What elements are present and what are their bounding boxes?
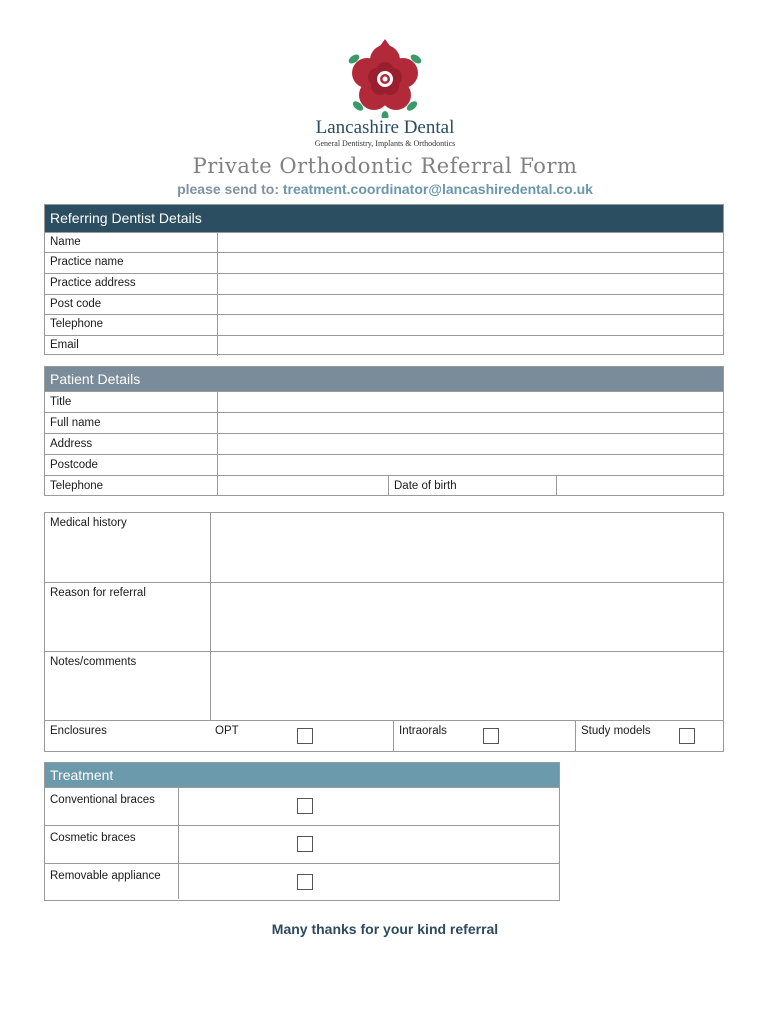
clinical-input-medical-history[interactable] (210, 513, 723, 582)
treatment-section (44, 762, 560, 901)
treatment-label-conventional-braces: Conventional braces (50, 794, 155, 806)
clinical-label-reason-for-referral: Reason for referral (50, 587, 146, 599)
enclosure-checkbox-opt[interactable] (297, 728, 313, 744)
referring-label-name: Name (50, 236, 81, 248)
clinical-label-notes-comments: Notes/comments (50, 656, 137, 668)
referring-row-post-code (45, 294, 723, 315)
clinical-input-notes-comments[interactable] (210, 652, 723, 720)
treatment-row-removable-appliance (45, 863, 559, 899)
enclosure-checkbox-study-models[interactable] (679, 728, 695, 744)
patient-input-full-name[interactable] (217, 413, 723, 433)
treatment-row-conventional-braces (45, 787, 559, 825)
patient-row-full-name (45, 412, 723, 433)
brand-tagline: General Dentistry, Implants & Orthodontics (314, 139, 456, 148)
referring-row-name (45, 232, 723, 252)
patient-row-postcode (45, 454, 723, 475)
patient-input-telephone[interactable] (217, 476, 388, 496)
referring-input-email[interactable] (217, 336, 723, 356)
referring-label-practice-address: Practice address (50, 276, 136, 289)
referring-input-name[interactable] (217, 233, 723, 252)
referring-input-practice-address[interactable] (217, 274, 723, 294)
referring-input-telephone[interactable] (217, 315, 723, 335)
referring-label-email: Email (50, 339, 79, 352)
send-to-prefix: please send to: (177, 181, 279, 197)
referring-label-practice-name: Practice name (50, 256, 124, 268)
referring-row-practice-name (45, 252, 723, 273)
patient-details-section (44, 366, 724, 496)
enclosure-study-models (575, 721, 723, 752)
referring-dentist-header: Referring Dentist Details (45, 205, 723, 232)
enclosure-opt (210, 721, 393, 752)
treatment-label-cosmetic-braces: Cosmetic braces (50, 832, 136, 844)
treatment-checkbox-removable-appliance[interactable] (297, 874, 313, 890)
send-to-email[interactable]: treatment.coordinator@lancashiredental.co.uk (282, 181, 593, 197)
treatment-cell-cosmetic-braces (178, 826, 559, 863)
thanks-message: Many thanks for your kind referral (271, 921, 499, 937)
brand-name: Lancashire Dental (315, 117, 455, 138)
clinical-input-reason-for-referral[interactable] (210, 583, 723, 651)
referring-row-practice-address (45, 273, 723, 294)
referring-row-email (45, 335, 723, 356)
patient-input-title[interactable] (217, 392, 723, 412)
referring-label-post-code: Post code (50, 297, 102, 310)
clinical-row-medical-history (45, 513, 723, 582)
form-title: Private Orthodontic Referral Form (192, 154, 578, 178)
patient-label-postcode: Postcode (50, 459, 98, 471)
dob-input[interactable] (556, 476, 723, 496)
referring-input-practice-name[interactable] (217, 253, 723, 273)
patient-input-address[interactable] (217, 434, 723, 454)
clinical-row-reason-for-referral (45, 582, 723, 651)
referring-dentist-section (44, 204, 724, 355)
referring-row-telephone (45, 314, 723, 335)
treatment-header: Treatment (45, 763, 559, 787)
patient-details-header: Patient Details (45, 367, 723, 391)
patient-label-full-name: Full name (50, 417, 101, 429)
patient-label-title: Title (50, 396, 72, 408)
treatment-row-cosmetic-braces (45, 825, 559, 863)
patient-row-telephone (45, 475, 723, 496)
patient-row-address (45, 433, 723, 454)
patient-input-postcode[interactable] (217, 455, 723, 475)
treatment-cell-removable-appliance (178, 864, 559, 899)
patient-label-address: Address (50, 438, 93, 450)
enclosure-label-opt: OPT (215, 725, 239, 737)
enclosure-label-intraorals: Intraorals (399, 725, 447, 737)
treatment-checkbox-cosmetic-braces[interactable] (297, 836, 313, 852)
referring-input-post-code[interactable] (217, 295, 723, 315)
enclosure-label-study-models: Study models (581, 725, 651, 737)
dob-label: Date of birth (388, 476, 556, 496)
clinical-label-medical-history: Medical history (50, 517, 127, 529)
enclosure-intraorals (393, 721, 575, 752)
patient-label-telephone: Telephone (50, 480, 104, 492)
patient-row-title (45, 391, 723, 412)
referring-label-telephone: Telephone (50, 318, 104, 331)
enclosure-checkbox-intraorals[interactable] (483, 728, 499, 744)
rose-logo-icon (339, 38, 431, 118)
treatment-cell-conventional-braces (178, 788, 559, 825)
treatment-label-removable-appliance: Removable appliance (50, 870, 161, 882)
clinical-section (44, 512, 724, 752)
enclosures-label: Enclosures (50, 725, 107, 737)
send-to-line (0, 181, 770, 197)
enclosures-row (45, 720, 723, 752)
clinical-row-notes-comments (45, 651, 723, 720)
treatment-checkbox-conventional-braces[interactable] (297, 798, 313, 814)
